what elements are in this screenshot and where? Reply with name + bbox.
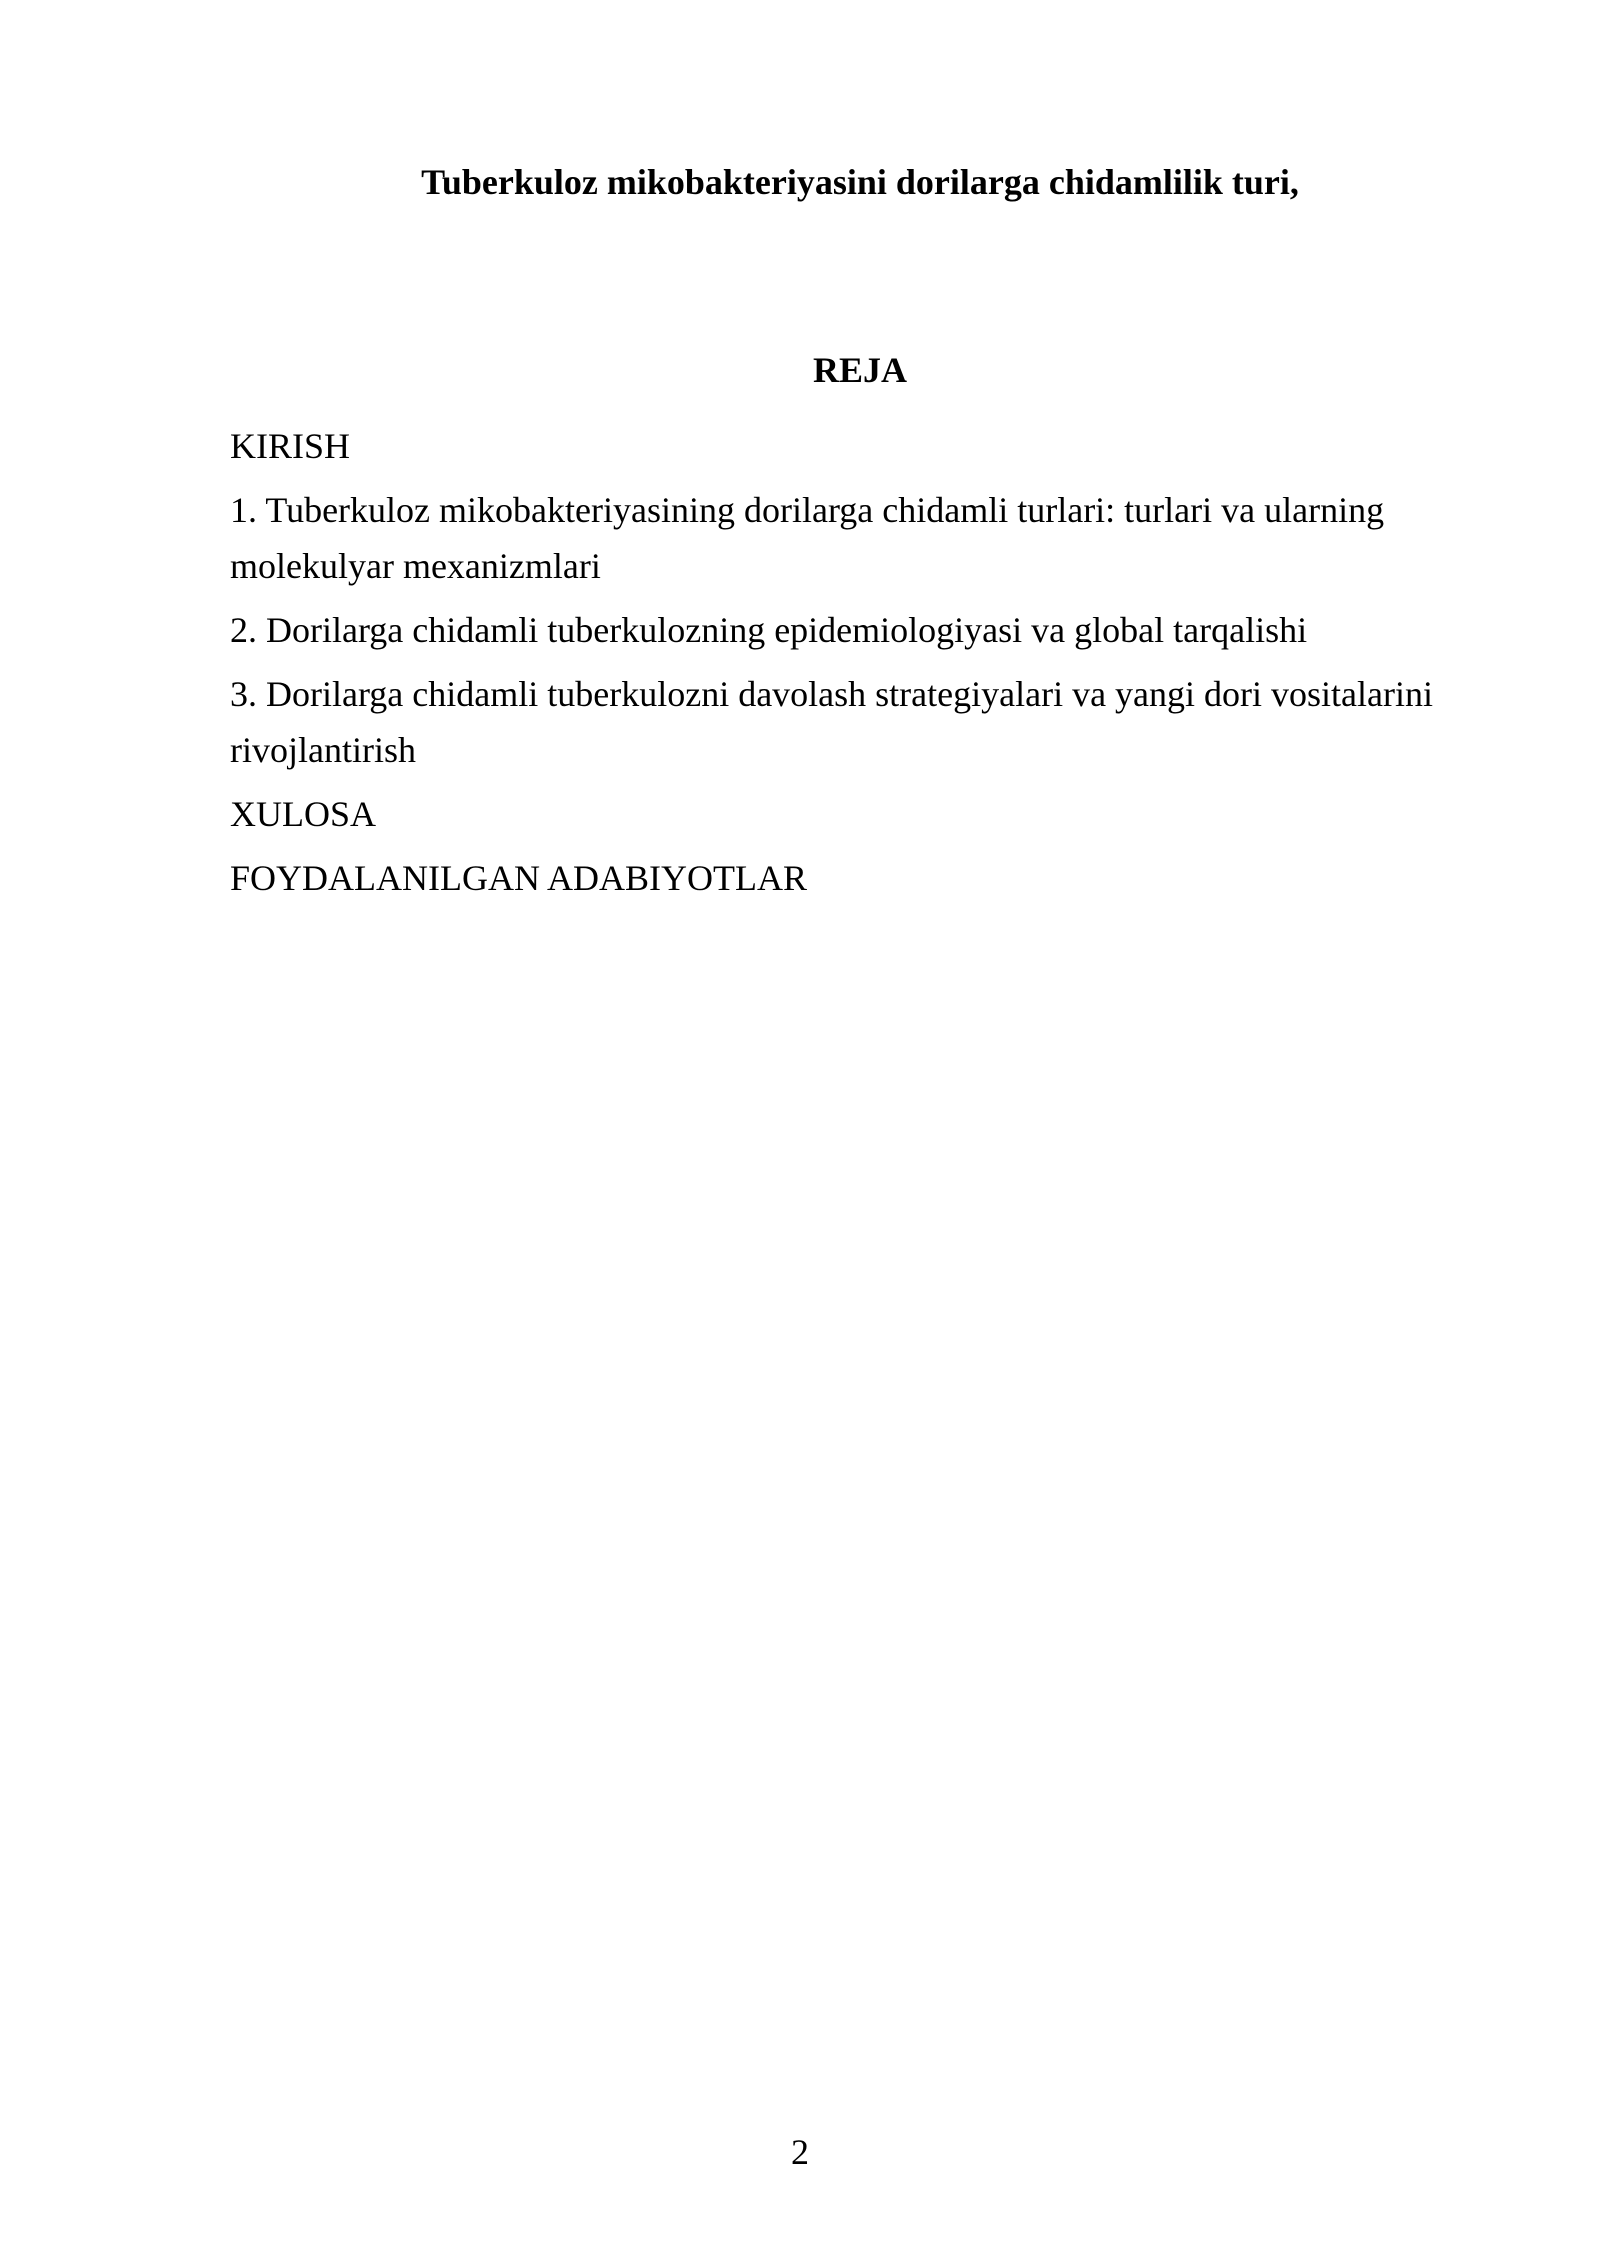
toc-item-references: FOYDALANILGAN ADABIYOTLAR: [230, 858, 807, 898]
table-of-contents: [230, 418, 1490, 914]
toc-item-chapter-1: 1. Tuberkuloz mikobakteriyasining dorilarga chidamli turlari: turlari va ularning molekulyar mexanizmlari: [230, 490, 1385, 586]
toc-item-conclusion: XULOSA: [230, 794, 377, 834]
plan-heading: REJA: [812, 350, 907, 390]
document-title: Tuberkuloz mikobakteriyasini dorilarga chidamlilik turi,: [421, 162, 1299, 202]
toc-item-chapter-3: 3. Dorilarga chidamli tuberkulozni davolash strategiyalari va yangi dori vositalarini rivojlantirish: [230, 674, 1433, 770]
page-number: 2: [791, 2132, 809, 2172]
toc-item-introduction: KIRISH: [230, 426, 351, 466]
toc-item-chapter-2: 2. Dorilarga chidamli tuberkulozning epidemiologiyasi va global tarqalishi: [230, 610, 1308, 650]
